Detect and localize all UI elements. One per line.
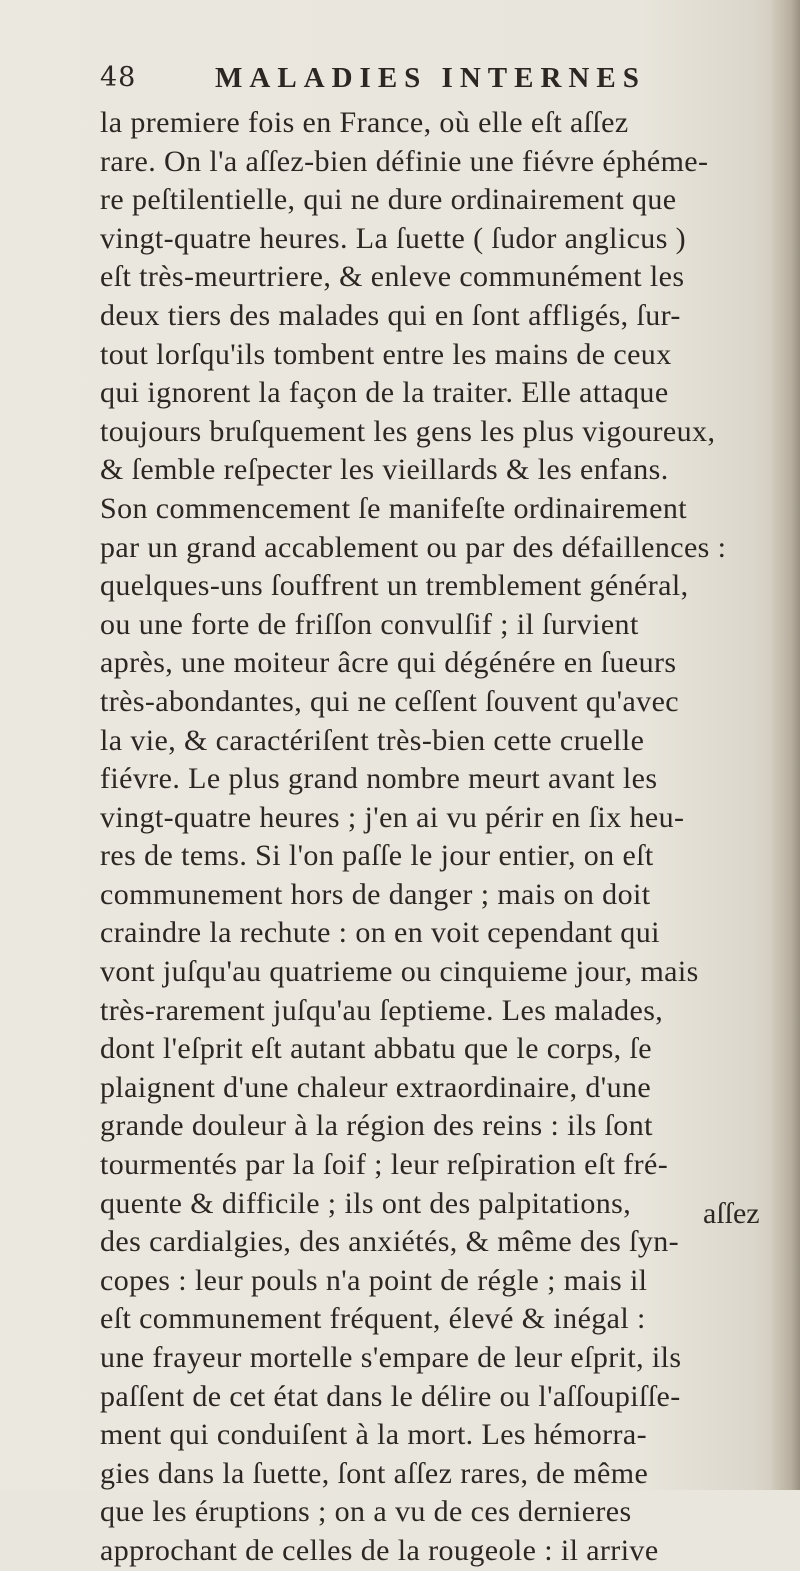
text-line: re peſtilentielle, qui ne dure ordinairement que xyxy=(100,183,677,217)
text-line: la vie, & caractériſent très-bien cette cruelle xyxy=(100,723,645,757)
text-line: eſt communement fréquent, élevé & inégal : xyxy=(100,1302,646,1336)
text-line: Son commencement ſe manifeſte ordinairement xyxy=(100,491,687,525)
text-line: très-abondantes, qui ne ceſſent ſouvent qu'avec xyxy=(100,684,679,718)
text-line: ment qui conduiſent à la mort. Les hémorra- xyxy=(100,1418,648,1452)
text-line: communement hors de danger ; mais on doit xyxy=(100,877,651,911)
text-line: vont juſqu'au quatrieme ou cinquieme jour, mais xyxy=(100,955,699,989)
text-line: ou une forte de friſſon convulſif ; il ſurvient xyxy=(100,607,639,641)
catchword: aſſez xyxy=(703,1197,760,1230)
text-line: rare. On l'a aſſez-bien définie une fiévre éphéme- xyxy=(100,144,709,178)
text-line: & ſemble reſpecter les vieillards & les enfans. xyxy=(100,453,669,487)
text-line: des cardialgies, des anxiétés, & même des ſyn- xyxy=(100,1225,680,1259)
text-line: quente & difficile ; ils ont des palpitations, xyxy=(100,1186,632,1220)
text-line: vingt-quatre heures. La ſuette ( ſudor anglicus ) xyxy=(100,221,687,255)
text-line: approchant de celles de la rougeole : il arrive xyxy=(100,1533,659,1567)
text-line: après, une moiteur âcre qui dégénére en ſueurs xyxy=(100,646,677,680)
text-line: grande douleur à la région des reins : ils ſont xyxy=(100,1109,653,1143)
text-line: fiévre. Le plus grand nombre meurt avant les xyxy=(100,762,658,796)
text-line: toujours bruſquement les gens les plus vigoureux, xyxy=(100,414,716,448)
text-line: plaignent d'une chaleur extraordinaire, d'une xyxy=(100,1070,652,1104)
text-line: deux tiers des malades qui en ſont affligés, ſur- xyxy=(100,298,681,332)
page-gutter-shadow xyxy=(770,0,800,1490)
text-line: la premiere fois en France, où elle eſt aſſez xyxy=(100,106,629,139)
text-line: une frayeur mortelle s'empare de leur eſprit, ils xyxy=(100,1341,682,1374)
text-line: que les éruptions ; on a vu de ces dernieres xyxy=(100,1495,632,1529)
running-head: MALADIES INTERNES xyxy=(215,62,646,94)
text-line: paſſent de cet état dans le délire ou l'aſſoupiſſe- xyxy=(100,1379,681,1413)
text-line: craindre la rechute : on en voit cependant qui xyxy=(100,916,660,950)
text-line: vingt-quatre heures ; j'en ai vu périr en ſix heu- xyxy=(100,800,685,834)
text-line: dont l'eſprit eſt autant abbatu que le corps, ſe xyxy=(100,1032,652,1066)
text-line: copes : leur pouls n'a point de régle ; mais il xyxy=(100,1263,648,1297)
text-line: quelques-uns ſouffrent un tremblement général, xyxy=(100,569,689,603)
text-line: tourmentés par la ſoif ; leur reſpiration eſt fré- xyxy=(100,1148,669,1182)
body-text xyxy=(100,104,760,1571)
text-line: res de tems. Si l'on paſſe le jour entier, on eſt xyxy=(100,839,654,873)
text-line: par un grand accablement ou par des défaillences : xyxy=(100,530,727,564)
text-line: très-rarement juſqu'au ſeptieme. Les malades, xyxy=(100,993,664,1027)
text-line: qui ignorent la façon de la traiter. Elle attaque xyxy=(100,376,669,410)
page-header xyxy=(100,62,660,102)
text-line: gies dans la ſuette, ſont aſſez rares, de même xyxy=(100,1456,649,1490)
page-number: 48 xyxy=(100,62,137,93)
text-line: eſt très-meurtriere, & enleve communément les xyxy=(100,260,685,294)
text-line: tout lorſqu'ils tombent entre les mains de ceux xyxy=(100,337,672,371)
